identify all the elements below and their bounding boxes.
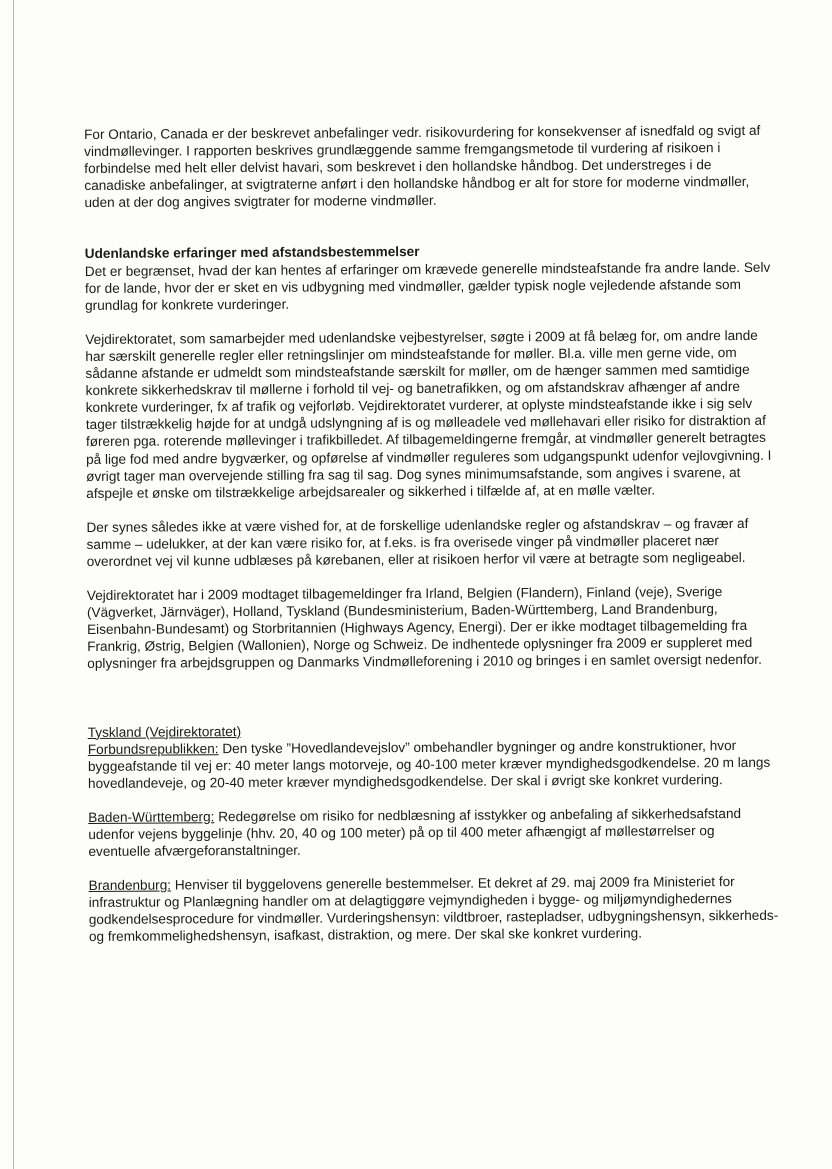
brandenburg-label: Brandenburg: <box>88 877 172 894</box>
tilbagemeldinger-paragraph: Vejdirektoratet har i 2009 modtaget tilbagemeldinger fra Irland, Belgien (Flandern), Finland (veje), Sverige (Vägverket, Järnväger), Holland, Tyskland (Bundesministerium, Baden-Württemberg, Land Brandenburg, Eisenbahn-Bundesamt) og Storbritannien (Highways Agency, Energi). Der er ikke modtaget tilbagemelding fra Frankrig, Østrig, Belgien (Wallonien), Norge og Schweiz. De indhentede oplysninger fra 2009 er suppleret med oplysninger fra arbejdsgruppen og Danmarks Vindmølleforening i 2010 og bringes i en samlet oversigt nedenfor. <box>86 584 762 672</box>
forbund-text: Den tyske ”Hovedlandevejslov” ombehandler bygninger og andre konstruktioner, hvor byggeafstande til vej er: 40 meter langs motorveje, og 40-100 meter kræver myndighedsgodkendelse. 20 m langs hovedlandeveje, og 20-40 meter kræver myndighedsgodkendelse. Der skal i øvrigt ske konkret vurdering. <box>87 737 771 791</box>
scan-edge-line <box>13 0 14 1169</box>
vejdirektoratet-paragraph: Vejdirektoratet, som samarbejder med udenlandske vejbestyrelser, søgte i 2009 at få belæg for, om andre lande har særskilt generelle regler eller retningslinjer om mindsteafstande for møller. Bl.a. ville men gerne vide, om sådanne afstande er udmeldt som mindsteafstande særskilt for møller, om de hænger sammen med samtidige konkrete sikkerhedskrav til møllerne i forhold til vej- og banetrafikken, og om afstandskrav afhænger af andre konkrete vurderinger, fx af trafik og vejforløb. Vejdirektoratet vurderer, at oplyste mindsteafstande ikke i sig selv tager tilstrækkelig højde for at undgå udslyngning af is og mølleadele ved møllehavari eller risiko for distraktion af føreren pga. roterende møllevinger i trafikbilledet. Af tilbagemeldingerne fremgår, at vindmøller generelt betragtes på lige fod med andre bygværker, og opførelse af vindmøller reguleres som udgangspunkt udenfor vejlovgivning. I øvrigt tager man overvejende stilling fra sag til sag. Dog synes minimumsafstande, som angives i svarene, at afspejle et ønske om tilstrækkelige arbejdsarealer og sikkerhed i tilfælde af, at en mølle vælter. <box>85 327 772 501</box>
germany-section-title: Tyskland (Vejdirektoratet) <box>87 723 242 740</box>
section-heading: Udenlandske erfaringer med afstandsbestemmelser <box>84 244 420 262</box>
section-intro-paragraph: Det er begrænset, hvad der kan hentes af erfaringer om krævede generelle mindsteafstande fra andre lande. Selv for de lande, hvor der er sket en vis udbygning med vindmøller, gælder typisk nogle vejledende afstande som grundlag for konkrete vurderinger. <box>84 259 771 313</box>
baden-text: Redegørelse om risiko for nedblæsning af isstykker og anbefaling af sikkerhedsafstand udenfor vejens byggelinje (hhv. 20, 40 og 100 meter) på op til 400 meter afhængigt af møllestørrelser og eventuelle afværgeforanstaltninger. <box>88 805 742 860</box>
baden-paragraph <box>88 805 778 860</box>
forbund-label: Forbundsrepublikken: <box>87 740 219 757</box>
baden-label: Baden-Württemberg: <box>88 809 215 825</box>
brandenburg-text: Henviser til byggelovens generelle bestemmelser. Et dekret af 29. maj 2009 fra Ministeriet for infrastruktur og Planlægning handler om at delagtiggøre vejmyndigheden i bygge- og miljømyndighedernes godkendelsesprocedure for vindmøller. Vurderingshensyn: vildtbroer, rastepladser, udbygningshensyn, sikkerheds- og fremkommelighedshensyn, isafkast, distraktion, og mere. Der skal ske konkret vurdering. <box>88 874 779 945</box>
forbund-paragraph <box>88 736 778 791</box>
brandenburg-paragraph <box>89 873 779 946</box>
vished-paragraph: Der synes således ikke at være vished for, at de forskellige udenlandske regler og afstandskrav – og fravær af samme – udelukker, at der kan være risiko for, at f.eks. is fra overisede vinger på vindmøller placeret nær overordnet vej vil kunne udblæses på kørebanen, eller at risikoen herfor vil være at betragte som negligeabel. <box>86 515 749 569</box>
document-body <box>84 122 779 963</box>
intro-paragraph: For Ontario, Canada er der beskrevet anbefalinger vedr. risikovurdering for konsekvenser af isnedfald og svigt af vindmøllevinger. I rapporten beskrives grundlæggende samme fremgangsmetode til vurdering af risikoen i forbindelse med helt eller delvist havari, som beskrevet i den hollandske håndbog. Det understreges i de canadiske anbefalinger, at svigtraterne anført i den hollandske håndbog er alt for store for moderne vindmøller, uden at der dog angives svigtrater for moderne vindmøller. <box>84 122 761 211</box>
